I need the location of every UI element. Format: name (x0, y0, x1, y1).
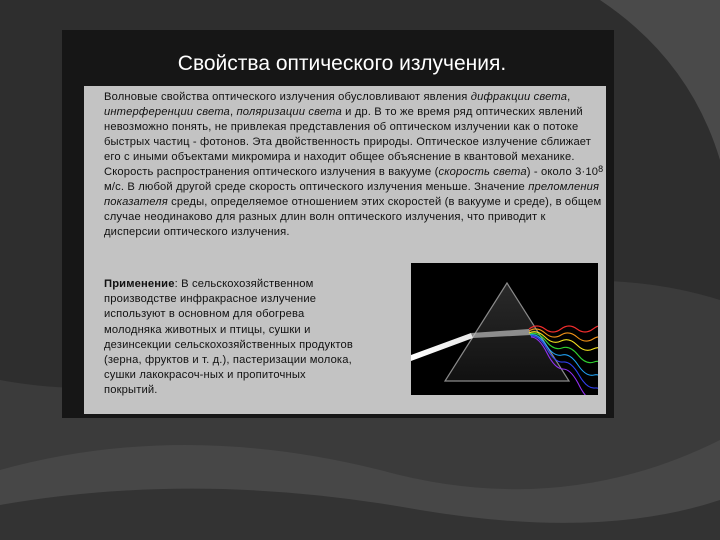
body-text-separator: , (567, 91, 571, 103)
term-speed-of-light: скорость света (438, 166, 527, 179)
body-text-part: и др. В то же время ряд оптических явлений невозможно понять, не привлекая представления об оптическом излучении как о потоке быстрых частиц - фотонов. Эта двойственность природы. Оптическое излучение сближает его с иными объектами микромира и находит общее объяснение в квантовой механике. Скорость распространения оптического излучения в вакууме ( (104, 106, 592, 179)
term-interference: интерференции света (104, 106, 230, 119)
application-label: Применение (104, 278, 175, 290)
body-text-part: среды, определяемое отношением этих скоростей (в вакууме и среде), в общем случае неодинаково для разных длин волн оптического излучения, что приводит к дисперсии оптического излучения. (104, 196, 602, 239)
term-diffraction: дифракции света (470, 91, 568, 103)
application-text: : В сельскохозяйственном производстве инфракрасное излучение используют в основном для обогрева молодняка животных и птицы, сушки и дезинсекции сельскохозяйственных продуктов (зерна, фруктов и т. д.), пастеризации молока, сушки лакокрасоч-ных и пропиточных покрытий. (104, 278, 354, 397)
prism-icon (411, 263, 598, 395)
body-text-part: Волновые свойства оптического излучения обусловливают явления (104, 91, 471, 103)
term-polarization: поляризации света (236, 106, 342, 119)
prism-dispersion-photo (411, 263, 598, 395)
exponent: 8 (598, 164, 604, 175)
body-text-part: м/с. В любой другой среде скорость оптического излучения меньше. Значение (104, 181, 529, 194)
application-paragraph (104, 277, 360, 399)
term-refractive-index: преломления показателя (104, 181, 600, 209)
body-paragraph (104, 90, 604, 240)
slide-title: Свойства оптического излучения. (177, 52, 507, 75)
body-text-separator: , (229, 106, 237, 119)
body-text-part: ) - около 3·10 (526, 166, 599, 179)
